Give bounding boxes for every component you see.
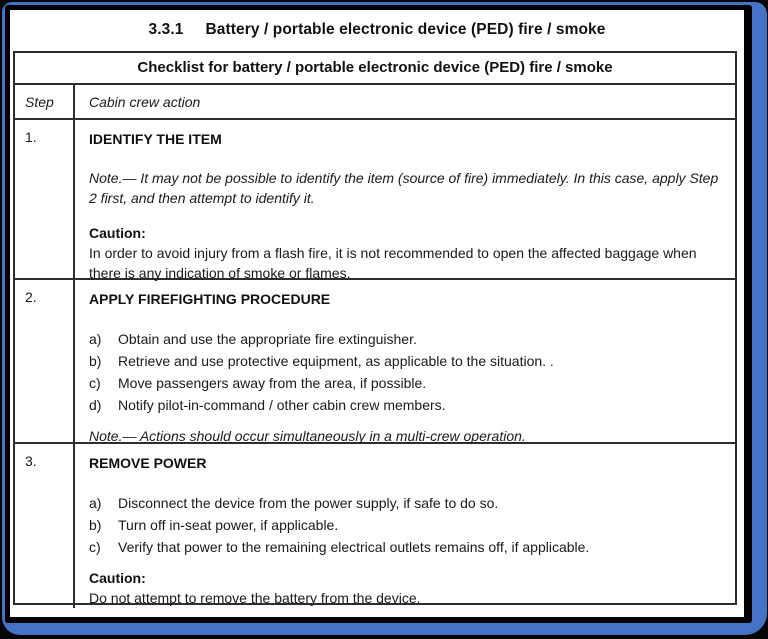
step-number: 1. (15, 120, 75, 278)
list-item-text: Verify that power to the remaining electrical outlets remains off, if applicable. (118, 539, 590, 555)
note-text: Note.— It may not be possible to identify the item (source of fire) immediately. In this case, apply Step 2 first, and then attempt to identify it. (89, 170, 719, 206)
caution-text: In order to avoid injury from a flash fire, it is not recommended to open the affected baggage when there is any indication of smoke or flames. (89, 245, 697, 281)
list-item-label: b) (89, 353, 102, 369)
action-list (89, 329, 723, 415)
column-header-row (15, 85, 735, 120)
list-item (89, 537, 723, 557)
list-item-text: Disconnect the device from the power supply, if safe to do so. (118, 495, 499, 511)
caution-label: Caution: (89, 570, 146, 586)
list-item (89, 329, 723, 349)
table-row-1 (15, 120, 735, 280)
step-number: 2. (15, 280, 75, 442)
action-cell (75, 120, 735, 281)
list-item-text: Obtain and use the appropriate fire extinguisher. (118, 331, 417, 347)
document-page (10, 10, 744, 617)
list-item-label: c) (89, 375, 101, 391)
list-item-text: Retrieve and use protective equipment, as applicable to the situation. . (118, 353, 554, 369)
list-item (89, 351, 723, 371)
caution-text: Do not attempt to remove the battery from the device. (89, 590, 421, 606)
action-cell (75, 280, 735, 442)
list-item-label: d) (89, 397, 102, 413)
note-text: Note.— Actions should occur simultaneously in a multi-crew operation. (89, 428, 526, 444)
table-row-3 (15, 444, 735, 608)
list-item (89, 373, 723, 393)
list-item-text: Move passengers away from the area, if possible. (118, 375, 427, 391)
list-item-label: a) (89, 331, 102, 347)
list-item (89, 515, 723, 535)
action-list (89, 493, 723, 557)
list-item-label: c) (89, 539, 101, 555)
action-heading: REMOVE POWER (89, 455, 207, 471)
action-cell (75, 444, 735, 608)
step-number: 3. (15, 444, 75, 608)
column-header-step: Step (15, 85, 75, 118)
table-row-2 (15, 280, 735, 444)
list-item-text: Turn off in-seat power, if applicable. (118, 517, 339, 533)
section-title (10, 21, 744, 39)
section-number: 3.3.1 (148, 21, 184, 38)
table-header: Checklist for battery / portable electronic device (PED) fire / smoke (15, 53, 735, 85)
list-item-label: b) (89, 517, 102, 533)
action-heading: IDENTIFY THE ITEM (89, 131, 222, 147)
column-header-action: Cabin crew action (89, 94, 201, 110)
checklist-table (13, 51, 737, 605)
list-item (89, 395, 723, 415)
list-item-text: Notify pilot-in-command / other cabin crew members. (118, 397, 446, 413)
caution-label: Caution: (89, 225, 146, 241)
section-title-text: Battery / portable electronic device (PED) fire / smoke (205, 21, 606, 38)
action-heading: APPLY FIREFIGHTING PROCEDURE (89, 291, 331, 307)
list-item-label: a) (89, 495, 102, 511)
list-item (89, 493, 723, 513)
